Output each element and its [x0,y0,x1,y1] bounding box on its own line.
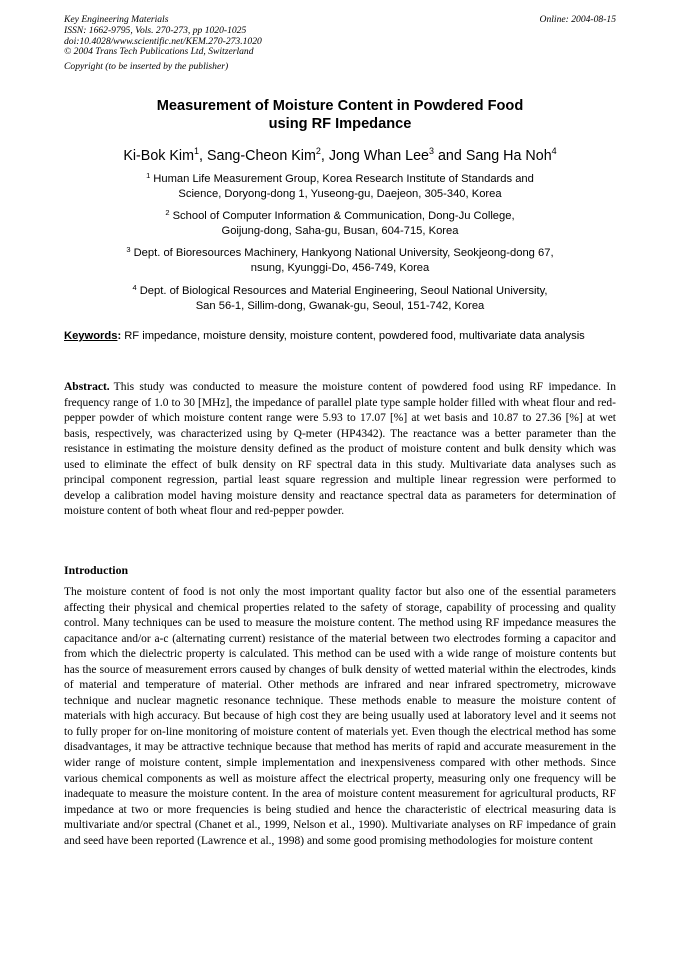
author-list [64,147,616,165]
author-affiliation-mark: 2 [315,146,321,156]
affiliation-text: School of Computer Information & Communication, Dong-Ju College, [172,210,515,223]
affiliation-mark: 1 [146,171,151,180]
author-affiliation-mark: 1 [194,146,200,156]
title-line-1: Measurement of Moisture Content in Powdered Food [156,98,524,114]
introduction-heading: Introduction [64,563,129,577]
online-date: Online: 2004-08-15 [539,14,616,25]
title-line-2: using RF Impedance [268,116,412,132]
keywords-colon: : [117,330,122,342]
introduction-text: The moisture content of food is not only the most important quality factor but also one of the essential parameters affecting their physical and chemical properties related to the safety of storage, capability of processing and quality control. Many techniques can be used to measure the moisture content. The method using RF impedance measures the capacitance and/or a-c (alternating current) resistance of the material between two electrodes forming a capacitor and from which the dielectric property is calculated. This method can be used with a wide range of moisture contents but has the source of measurement errors caused by changes of bulk density of wetted material within the electrodes, kinds of material and temperature of material. Other methods are infrared and near infrared spectrometry, microwave technique and nuclear magnetic resonance technique. These methods enable to measure the moisture content of materials with high accuracy. But because of high cost they are being usually used at laboratory level and it seems not to fully proper for on-line monitoring of moisture content of materials yet. Even though the electrical method has some disadvantages, it may be attractive technique because that method has merits of rapid and accurate measurement in the wider range of moisture content, simple implementation and inexpensiveness compared with other methods. Since various chemical components as well as moisture affect the electrical property, measuring only one frequency will be inadequate to measure the moisture content. In the area of moisture content measurement for agricultural products, RF impedance at two or more frequencies is being studied and hence the characteristic of electrical measuring data is multivariate and/or spectral (Chanet et al., 1999, Nelson et al., 1990). Multivariate analyses on RF impedance of grain and seed have been reported (Lawrence et al., 1998) and some good promising methodologies for moisture content [64,586,616,847]
affiliation-line [64,284,616,299]
doi-line: doi:10.4028/www.scientific.net/KEM.270-273.1020 [64,35,262,47]
keywords-label: Keywords [64,330,118,342]
affiliation-line: Science, Doryong-dong 1, Yuseong-gu, Daejeon, 305-340, Korea [178,188,502,201]
affiliation-mark: 4 [132,282,137,292]
affiliation [64,284,616,314]
affiliation-text: Dept. of Bioresources Machinery, Hankyong National University, Seokjeong-dong 67, [133,247,554,260]
affiliation-line: Goijung-dong, Saha-gu, Busan, 604-715, Korea [221,225,459,238]
author-separator: , [320,148,329,164]
affiliation-list [64,172,616,321]
author-affiliation-mark: 3 [428,146,434,156]
author-name: Jong Whan Lee [328,148,429,164]
author-name: Sang Ha Noh [465,148,552,164]
author-name: Sang-Cheon Kim [206,148,316,164]
affiliation-line [64,209,616,224]
affiliation-line: San 56-1, Sillim-dong, Gwanak-gu, Seoul, 151-742, Korea [195,299,485,312]
journal-header [64,15,616,73]
author-separator: , [199,148,207,164]
affiliation-text: Human Life Measurement Group, Korea Research Institute of Standards and [153,173,534,185]
paper-title [64,97,616,133]
abstract-label: Abstract. [64,381,110,393]
keywords-section [64,329,616,344]
author-separator: and [434,148,466,164]
affiliation-text: Dept. of Biological Resources and Material Engineering, Seoul National University, [139,284,548,297]
keywords-text: RF impedance, moisture density, moisture content, powdered food, multivariate data analysis [124,330,585,342]
author-name: Ki-Bok Kim [123,148,195,164]
abstract-text: This study was conducted to measure the moisture content of powdered food using RF impedance. In frequency range of 1.0 to 30 [MHz], the impedance of parallel plate type sample holder filled with wheat flour and red-pepper powder of which moisture content range were 5.93 to 17.07 [%] at wet basis and 10.87 to 27.36 [%] at wet basis, respectively, was characterized using by Q-meter (HP4342). The reactance was a better parameter than the resistance in estimating the moisture density defined as the product of moisture content and bulk density which was used to eliminate the effect of bulk density on RF spectral data in this study. Multivariate data analyses such as principal component regression, partial least square regression and multiple linear regression were performed to develop a calibration model having moisture density and reactance spectral data as parameters for determination of moisture content of both wheat flour and red-pepper powder. [64,381,616,518]
affiliation-mark: 2 [165,208,170,218]
journal-name: Key Engineering Materials [64,14,169,25]
copyright-line: Copyright (to be inserted by the publisher) [64,61,229,73]
abstract-section [64,380,616,520]
issn-line: ISSN: 1662-9795, Vols. 270-273, pp 1020-1025 [64,24,247,36]
publisher-line: © 2004 Trans Tech Publications Ltd, Switzerland [64,46,254,58]
affiliation-mark: 3 [126,245,131,255]
affiliation [64,209,616,239]
affiliation-line: nsung, Kyunggi-Do, 456-749, Korea [250,262,430,275]
affiliation [64,246,616,276]
author-affiliation-mark: 4 [551,146,557,156]
affiliation-line [64,246,616,261]
affiliation [64,172,616,202]
affiliation-line [64,172,616,187]
